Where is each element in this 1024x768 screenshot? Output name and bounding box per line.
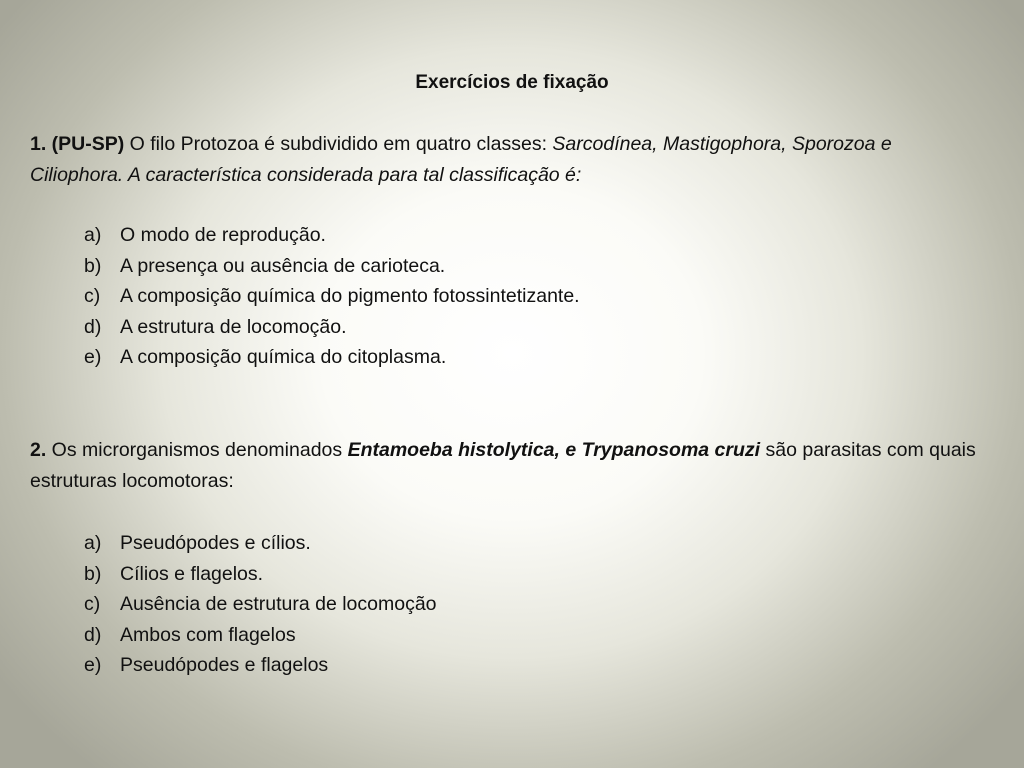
option-text: Ausência de estrutura de locomoção: [120, 593, 437, 616]
species-names: Entamoeba histolytica, e Trypanosoma cruzi: [347, 439, 761, 461]
option-letter: b): [84, 562, 102, 585]
option-text: A composição química do citoplasma.: [120, 346, 447, 369]
option-letter: c): [84, 285, 101, 308]
question-text: O filo Protozoa é subdividido em quatro classes:: [124, 133, 553, 155]
option-letter: a): [84, 532, 102, 554]
question-1-options: [84, 220, 580, 373]
option-text: Pseudópodes e flagelos: [120, 654, 329, 677]
option-text: Ambos com flagelos: [120, 623, 296, 646]
slide-title: Exercícios de fixação: [415, 72, 609, 93]
option-c: [84, 281, 580, 312]
option-letter: a): [84, 224, 102, 246]
question-2-options: [84, 528, 437, 681]
option-letter: e): [84, 346, 102, 369]
option-a: [84, 528, 437, 559]
option-c: [84, 589, 437, 620]
option-text: A presença ou ausência de carioteca.: [120, 254, 446, 277]
option-letter: e): [84, 654, 102, 677]
option-d: [84, 312, 580, 343]
option-letter: c): [84, 593, 101, 616]
option-text: A composição química do pigmento fotossintetizante.: [120, 285, 580, 308]
option-text: A estrutura de locomoção.: [120, 315, 347, 338]
option-letter: d): [84, 315, 102, 338]
option-letter: b): [84, 254, 102, 277]
question-text-before: Os microrganismos denominados: [46, 439, 348, 461]
question-italic-text: Sarcodínea, Mastigophora, Sporozoa e Ciliophora. A característica considerada para tal classificação é:: [30, 133, 892, 186]
option-text: Pseudópodes e cílios.: [120, 532, 311, 554]
option-a: [84, 220, 580, 251]
question-number: 1. (PU-SP): [30, 133, 125, 155]
option-e: [84, 650, 437, 681]
question-number: 2.: [30, 439, 47, 461]
option-text: Cílios e flagelos.: [120, 562, 264, 585]
question-2: [30, 435, 990, 496]
option-e: [84, 342, 580, 373]
option-letter: d): [84, 623, 102, 646]
option-text: O modo de reprodução.: [120, 224, 326, 246]
option-b: [84, 251, 580, 282]
question-1: [30, 129, 990, 190]
option-d: [84, 620, 437, 651]
question-text-after: são parasitas com quais estruturas locomotoras:: [30, 439, 976, 492]
option-b: [84, 559, 437, 590]
